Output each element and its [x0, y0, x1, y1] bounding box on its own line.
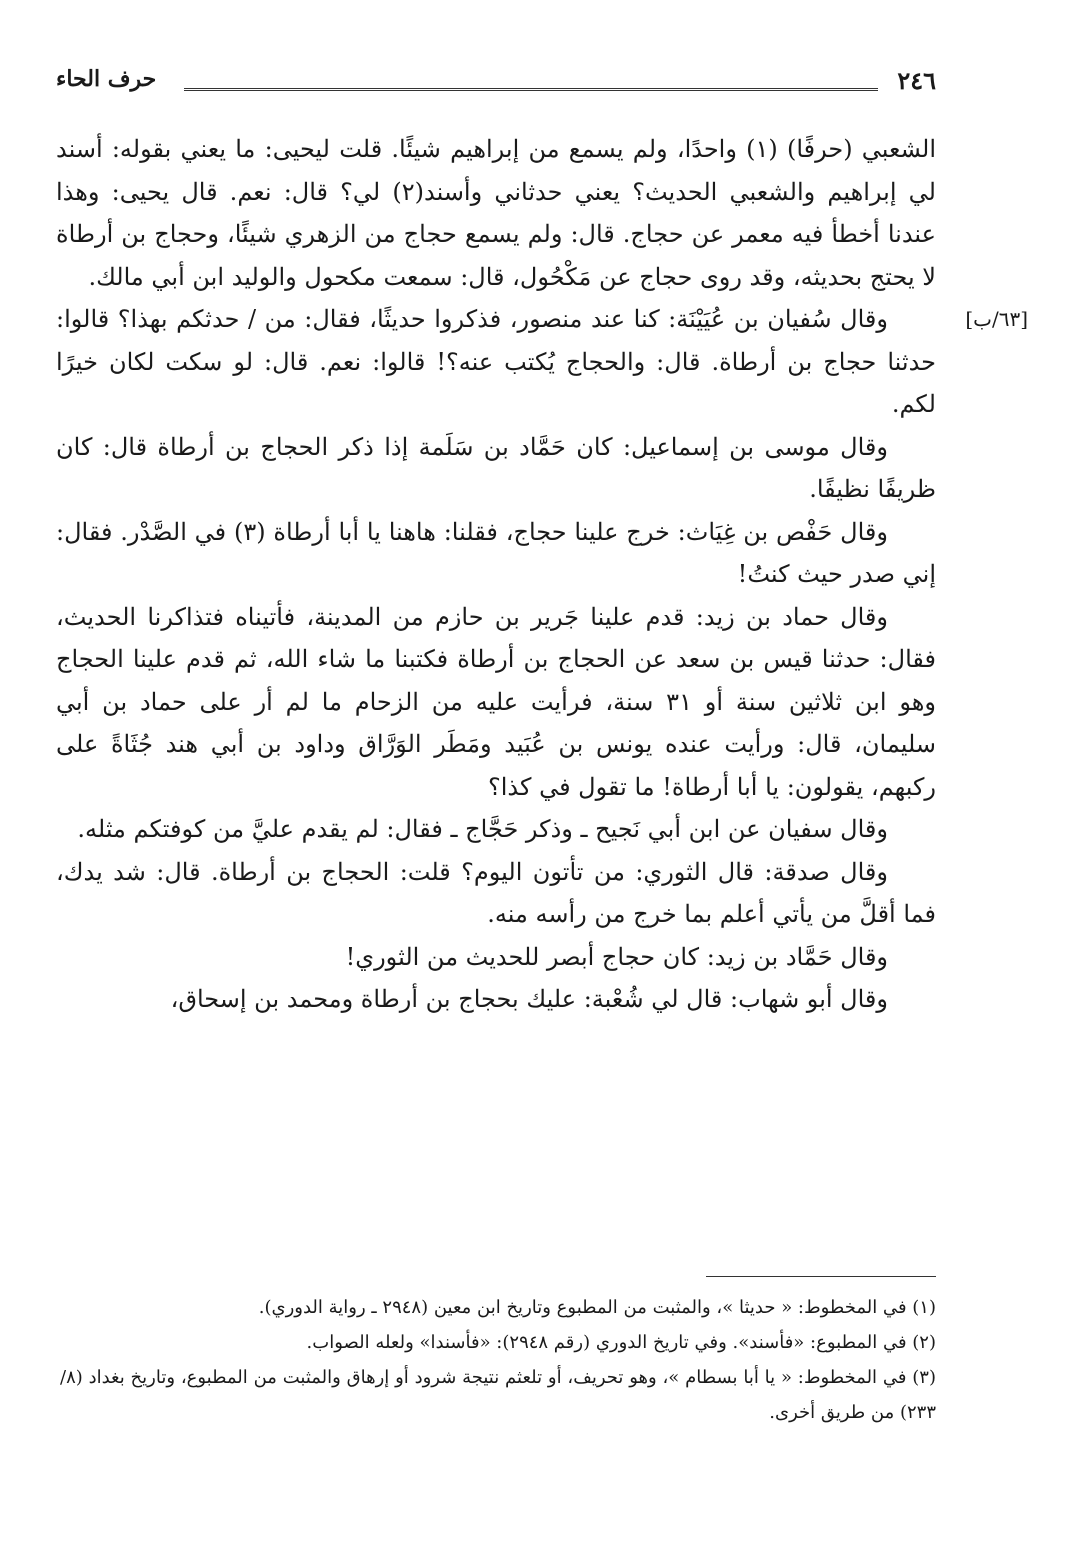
paragraph-9: وقال أبو شهاب: قال لي شُعْبة: عليك بحجاج بن أرطاة ومحمد بن إسحاق،: [170, 985, 888, 1013]
footnote-1: (١) في المخطوط: « حديثا »، والمثبت من المطبوع وتاريخ ابن معين (٢٩٤٨ ـ رواية الدوري).: [258, 1297, 936, 1318]
paragraph-1: الشعبي (حرفًا) (١) واحدًا، ولم يسمع من إبراهيم شيئًا. قلت ليحيى: ما يعني بقوله: أسند لي إبراهيم والشعبي الحديث؟ يعني حدثاني وأسند(٢) لي؟ قال: نعم. قال يحيى: وهذا عندنا أخطأ فيه معمر عن حجاج. قال: ولم يسمع حجاج من الزهري شيئًا، وحجاج بن أرطاة لا يحتج بحديثه، وقد روى حجاج عن مَكْحُول، قال: سمعت مكحول والوليد ابن أبي مالك.: [56, 135, 936, 291]
paragraph-4: وقال حَفْص بن غِيَاث: خرج علينا حجاج، فقلنا: هاهنا يا أبا أرطاة (٣) في الصَّدْر. فقال: إني صدر حيث كنتُ!: [56, 517, 936, 588]
page-number: ٢٤٦: [897, 66, 936, 95]
running-title: حرف الحاء: [56, 66, 157, 92]
manuscript-folio-note: [٦٣/ب]: [965, 307, 1028, 331]
footnote-separator: [706, 1276, 936, 1277]
footnote-3: (٣) في المخطوط: « يا أبا بسطام »، وهو تحريف، أو تلعثم نتيجة شرود أو إرهاق والمثبت من المطبوع، وتاريخ بغداد (٨/ ٢٣٣) من طريق أخرى.: [60, 1367, 936, 1423]
footnotes: [60, 1290, 936, 1430]
paragraph-7: وقال صدقة: قال الثوري: من تأتون اليوم؟ قلت: الحجاج بن أرطاة. قال: شد يدك، فما أقلَّ من يأتي أعلم بما خرج من رأسه منه.: [56, 857, 936, 928]
paragraph-6: وقال سفيان عن ابن أبي نَجيح ـ وذكر حَجَّاج ـ فقال: لم يقدم عليَّ من كوفتكم مثله.: [77, 815, 888, 843]
paragraph-3: وقال موسى بن إسماعيل: كان حَمَّاد بن سَلَمة إذا ذكر الحجاج بن أرطاة قال: كان ظريفًا نظيفًا.: [56, 432, 936, 503]
paragraph-5: وقال حماد بن زيد: قدم علينا جَرير بن حازم من المدينة، فأتيناه فتذاكرنا الحديث، فقال: حدثنا قيس بن سعد عن الحجاج بن أرطاة فكتبنا ما شاء الله، ثم قدم علينا الحجاج وهو ابن ثلاثين سنة أو ٣١ سنة، فرأيت عليه من الزحام ما لم أر على حماد بن أبي سليمان، قال: ورأيت عنده يونس بن عُبَيد ومَطَر الوَرَّاق وداود بن أبي هند جُثَاةً على ركبهم، يقولون: يا أبا أرطاة! ما تقول في كذا؟: [56, 602, 936, 801]
footnote-2: (٢) في المطبوع: «فأسند». وفي تاريخ الدوري (رقم ٢٩٤٨): «فأسندا» ولعله الصواب.: [306, 1332, 936, 1353]
paragraph-8: وقال حَمَّاد بن زيد: كان حجاج أبصر للحديث من الثوري!: [345, 942, 888, 971]
main-text: [56, 128, 1028, 1021]
paragraph-2: [56, 298, 1028, 426]
header-rule: [184, 88, 878, 91]
paragraph-2-text: وقال سُفيان بن عُيَيْنَة: كنا عند منصور، فذكروا حديثًا، فقال: من / حدثكم بهذا؟ قالوا: حدثنا حجاج بن أرطاة. قال: والحجاج يُكتب عنه؟! قالوا: نعم. قال: لو سكت لكان خيرًا لكم.: [56, 305, 937, 418]
page-header: [56, 66, 936, 106]
